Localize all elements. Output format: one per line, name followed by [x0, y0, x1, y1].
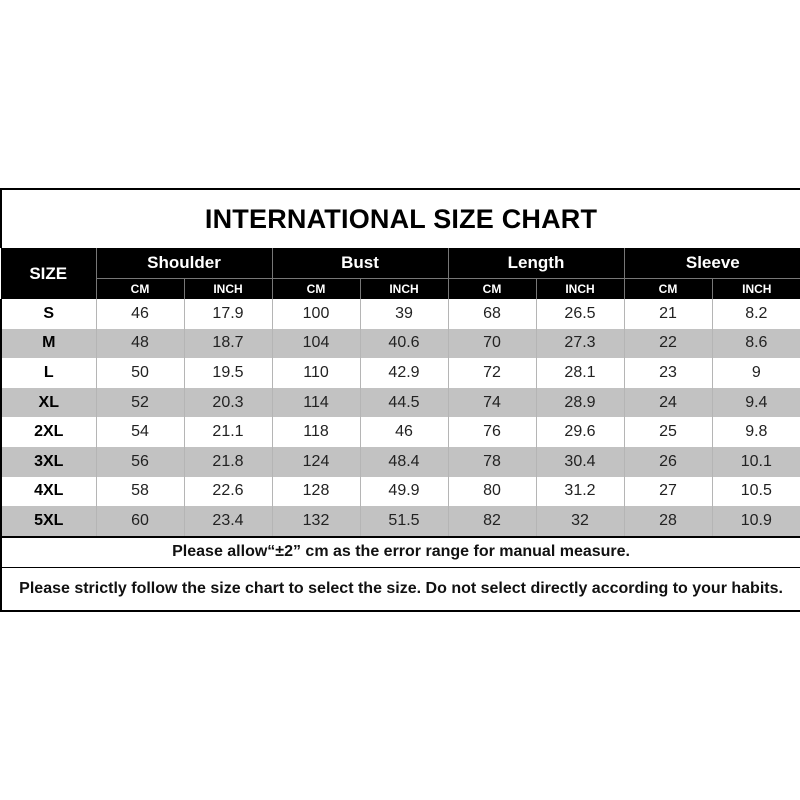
- measurement-cell: 26.5: [536, 299, 624, 329]
- unit-header-cm: CM: [272, 279, 360, 300]
- unit-header-inch: INCH: [712, 279, 800, 300]
- measurement-cell: 21: [624, 299, 712, 329]
- measurement-cell: 49.9: [360, 477, 448, 507]
- measurement-cell: 8.6: [712, 329, 800, 359]
- measurement-cell: 22: [624, 329, 712, 359]
- measurement-cell: 30.4: [536, 447, 624, 477]
- measurement-cell: 72: [448, 358, 536, 388]
- measurement-cell: 10.1: [712, 447, 800, 477]
- size-rows: [1, 299, 800, 537]
- size-label: XL: [1, 388, 96, 418]
- measurement-cell: 25: [624, 417, 712, 447]
- measurement-cell: 76: [448, 417, 536, 447]
- measurement-cell: 39: [360, 299, 448, 329]
- measurement-cell: 132: [272, 506, 360, 537]
- table-row: [1, 477, 800, 507]
- measurement-cell: 8.2: [712, 299, 800, 329]
- table-row: [1, 329, 800, 359]
- measurement-cell: 128: [272, 477, 360, 507]
- size-chart-sheet: [0, 188, 800, 612]
- measurement-cell: 48.4: [360, 447, 448, 477]
- size-label: 2XL: [1, 417, 96, 447]
- measurement-cell: 9.8: [712, 417, 800, 447]
- measurement-cell: 110: [272, 358, 360, 388]
- measurement-cell: 31.2: [536, 477, 624, 507]
- table-row: [1, 388, 800, 418]
- size-label: 3XL: [1, 447, 96, 477]
- measurement-cell: 124: [272, 447, 360, 477]
- measurement-cell: 28.1: [536, 358, 624, 388]
- measurement-cell: 48: [96, 329, 184, 359]
- measurement-cell: 46: [360, 417, 448, 447]
- measurement-cell: 23: [624, 358, 712, 388]
- group-header-sleeve: Sleeve: [624, 248, 800, 279]
- size-chart-table: [0, 188, 800, 612]
- size-label: M: [1, 329, 96, 359]
- measurement-cell: 70: [448, 329, 536, 359]
- measurement-cell: 54: [96, 417, 184, 447]
- measurement-cell: 27.3: [536, 329, 624, 359]
- measurement-cell: 28: [624, 506, 712, 537]
- table-row: [1, 358, 800, 388]
- table-row: [1, 506, 800, 537]
- measurement-cell: 10.5: [712, 477, 800, 507]
- measurement-cell: 51.5: [360, 506, 448, 537]
- follow-chart-note: Please strictly follow the size chart to select the size. Do not select directly according to your habits.: [1, 567, 800, 611]
- size-label: 5XL: [1, 506, 96, 537]
- measurement-cell: 9.4: [712, 388, 800, 418]
- measurement-cell: 68: [448, 299, 536, 329]
- measurement-cell: 23.4: [184, 506, 272, 537]
- measurement-cell: 19.5: [184, 358, 272, 388]
- measurement-cell: 104: [272, 329, 360, 359]
- measurement-cell: 22.6: [184, 477, 272, 507]
- unit-header-cm: CM: [624, 279, 712, 300]
- table-row: [1, 417, 800, 447]
- measurement-cell: 82: [448, 506, 536, 537]
- measurement-cell: 78: [448, 447, 536, 477]
- size-column-header: SIZE: [1, 248, 96, 299]
- measurement-cell: 20.3: [184, 388, 272, 418]
- measurement-cell: 21.1: [184, 417, 272, 447]
- measurement-cell: 56: [96, 447, 184, 477]
- unit-header-inch: INCH: [184, 279, 272, 300]
- measurement-cell: 50: [96, 358, 184, 388]
- measurement-cell: 26: [624, 447, 712, 477]
- measurement-cell: 52: [96, 388, 184, 418]
- measurement-cell: 44.5: [360, 388, 448, 418]
- unit-header-cm: CM: [448, 279, 536, 300]
- error-range-note: Please allow“±2” cm as the error range for manual measure.: [1, 537, 800, 568]
- measurement-cell: 18.7: [184, 329, 272, 359]
- measurement-cell: 100: [272, 299, 360, 329]
- group-header-bust: Bust: [272, 248, 448, 279]
- measurement-cell: 58: [96, 477, 184, 507]
- chart-title: INTERNATIONAL SIZE CHART: [1, 189, 800, 248]
- measurement-cell: 27: [624, 477, 712, 507]
- group-header-length: Length: [448, 248, 624, 279]
- measurement-cell: 80: [448, 477, 536, 507]
- measurement-cell: 46: [96, 299, 184, 329]
- measurement-cell: 29.6: [536, 417, 624, 447]
- measurement-cell: 24: [624, 388, 712, 418]
- measurement-cell: 32: [536, 506, 624, 537]
- measurement-cell: 42.9: [360, 358, 448, 388]
- measurement-cell: 60: [96, 506, 184, 537]
- measurement-cell: 28.9: [536, 388, 624, 418]
- measurement-cell: 118: [272, 417, 360, 447]
- size-label: 4XL: [1, 477, 96, 507]
- measurement-cell: 21.8: [184, 447, 272, 477]
- measurement-cell: 114: [272, 388, 360, 418]
- size-label: S: [1, 299, 96, 329]
- unit-header-inch: INCH: [360, 279, 448, 300]
- measurement-cell: 74: [448, 388, 536, 418]
- measurement-cell: 17.9: [184, 299, 272, 329]
- group-header-shoulder: Shoulder: [96, 248, 272, 279]
- table-row: [1, 299, 800, 329]
- measurement-cell: 9: [712, 358, 800, 388]
- size-label: L: [1, 358, 96, 388]
- measurement-cell: 40.6: [360, 329, 448, 359]
- table-row: [1, 447, 800, 477]
- unit-header-cm: CM: [96, 279, 184, 300]
- measurement-cell: 10.9: [712, 506, 800, 537]
- unit-header-inch: INCH: [536, 279, 624, 300]
